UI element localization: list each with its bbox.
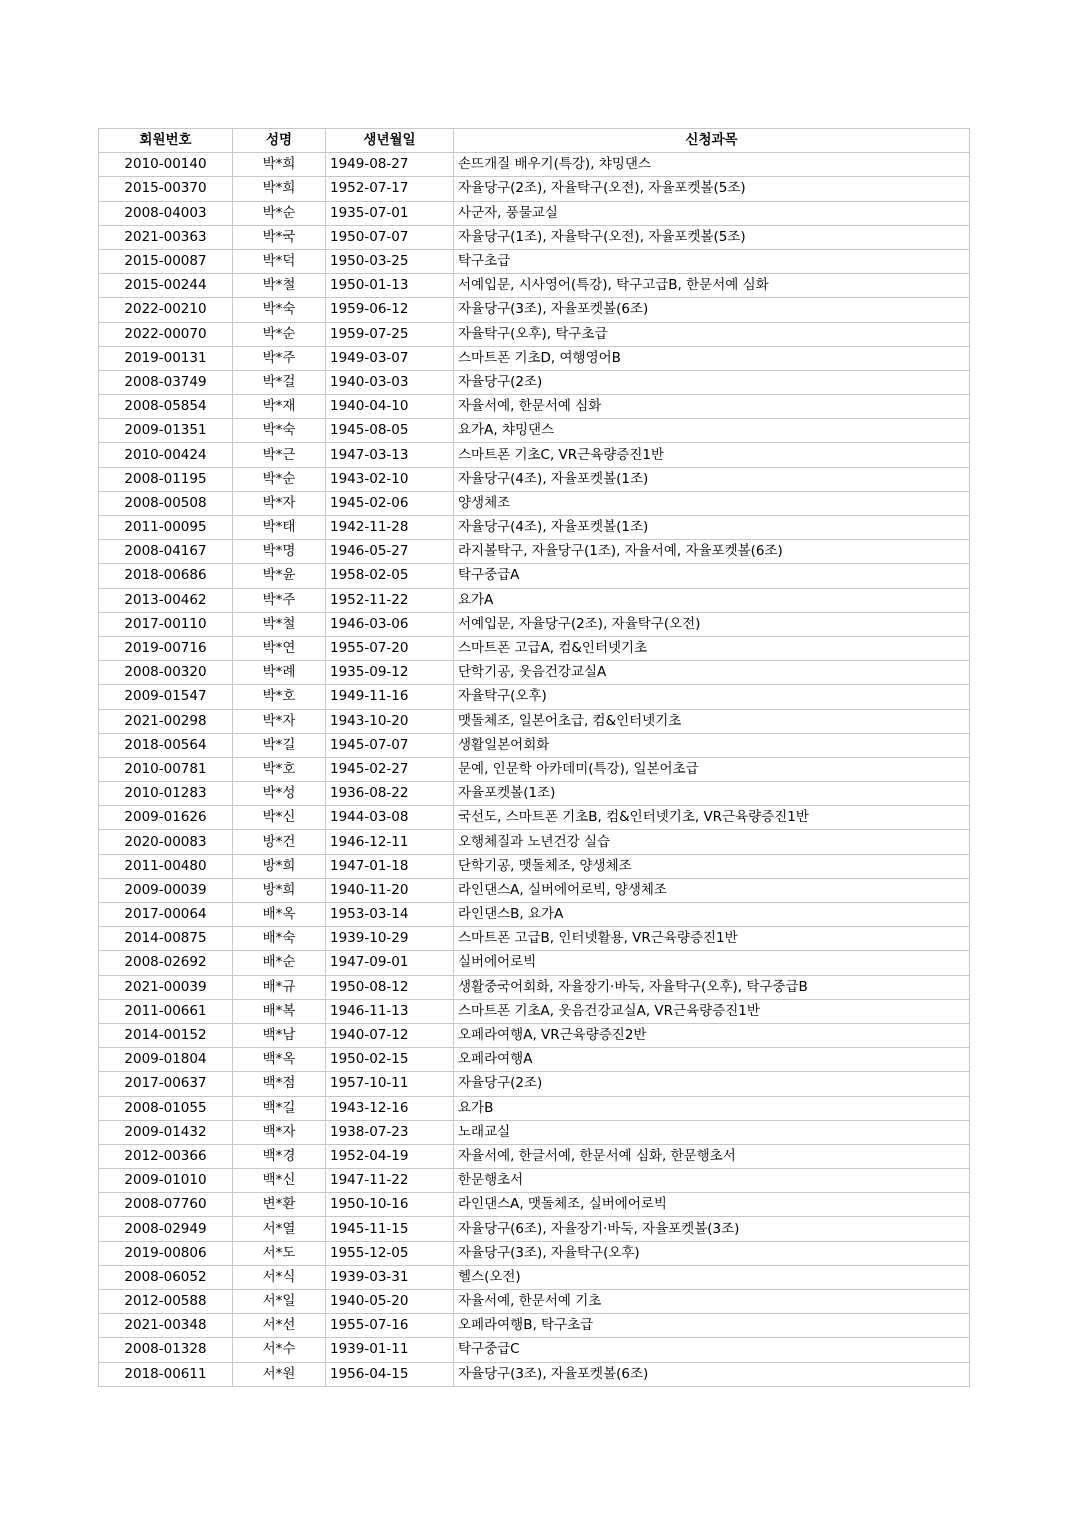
courses-cell: 생활중국어회화, 자율장기·바둑, 자율탁구(오후), 탁구중급B [454,975,970,999]
member-number-cell: 2022-00210 [99,298,233,322]
member-number-cell: 2008-05854 [99,395,233,419]
table-row [99,999,970,1023]
member-number-cell: 2014-00152 [99,1023,233,1047]
table-row [99,1338,970,1362]
birth-date-cell: 1946-03-06 [326,612,454,636]
member-name-cell: 박*호 [233,685,326,709]
member-number-cell: 2008-07760 [99,1193,233,1217]
birth-date-cell: 1946-12-11 [326,830,454,854]
member-number-cell: 2012-00366 [99,1144,233,1168]
table-row [99,612,970,636]
member-name-cell: 박*덕 [233,249,326,273]
member-name-cell: 박*재 [233,395,326,419]
table-row [99,685,970,709]
header-name: 성명 [233,129,326,153]
table-row [99,951,970,975]
member-number-cell: 2020-00083 [99,830,233,854]
table-row [99,854,970,878]
table-row [99,1193,970,1217]
birth-date-cell: 1950-02-15 [326,1048,454,1072]
member-name-cell: 방*희 [233,878,326,902]
member-number-cell: 2008-00508 [99,491,233,515]
birth-date-cell: 1949-11-16 [326,685,454,709]
header-birth-date: 생년월일 [326,129,454,153]
member-name-cell: 박*국 [233,225,326,249]
table-row [99,1072,970,1096]
birth-date-cell: 1943-10-20 [326,709,454,733]
birth-date-cell: 1949-03-07 [326,346,454,370]
member-number-cell: 2011-00480 [99,854,233,878]
table-row [99,1048,970,1072]
member-name-cell: 박*철 [233,274,326,298]
birth-date-cell: 1952-07-17 [326,177,454,201]
birth-date-cell: 1950-03-25 [326,249,454,273]
birth-date-cell: 1950-10-16 [326,1193,454,1217]
birth-date-cell: 1940-05-20 [326,1290,454,1314]
member-number-cell: 2017-00064 [99,903,233,927]
courses-cell: 자율당구(3조), 자율탁구(오후) [454,1241,970,1265]
member-number-cell: 2021-00348 [99,1314,233,1338]
table-row [99,1265,970,1289]
member-name-cell: 배*규 [233,975,326,999]
birth-date-cell: 1947-09-01 [326,951,454,975]
birth-date-cell: 1945-02-06 [326,491,454,515]
birth-date-cell: 1950-01-13 [326,274,454,298]
table-row [99,903,970,927]
table-row [99,564,970,588]
table-row [99,1096,970,1120]
courses-cell: 단학기공, 웃음건강교실A [454,661,970,685]
birth-date-cell: 1940-11-20 [326,878,454,902]
birth-date-cell: 1940-04-10 [326,395,454,419]
member-name-cell: 서*원 [233,1362,326,1386]
table-row [99,274,970,298]
courses-cell: 자율당구(6조), 자율장기·바둑, 자율포켓볼(3조) [454,1217,970,1241]
birth-date-cell: 1956-04-15 [326,1362,454,1386]
table-row [99,298,970,322]
member-name-cell: 박*순 [233,467,326,491]
courses-cell: 손뜨개질 배우기(특강), 챠밍댄스 [454,153,970,177]
member-name-cell: 방*건 [233,830,326,854]
member-name-cell: 박*순 [233,201,326,225]
table-row [99,878,970,902]
birth-date-cell: 1940-03-03 [326,370,454,394]
member-name-cell: 박*자 [233,491,326,515]
courses-cell: 라인댄스B, 요가A [454,903,970,927]
courses-cell: 서예입문, 시사영어(특강), 탁구고급B, 한문서예 심화 [454,274,970,298]
member-number-cell: 2009-01626 [99,806,233,830]
table-row [99,346,970,370]
birth-date-cell: 1946-11-13 [326,999,454,1023]
member-number-cell: 2021-00363 [99,225,233,249]
courses-cell: 스마트폰 기초C, VR근육량증진1반 [454,443,970,467]
table-row [99,201,970,225]
table-row [99,516,970,540]
member-number-cell: 2021-00298 [99,709,233,733]
courses-cell: 양생체조 [454,491,970,515]
member-number-cell: 2018-00686 [99,564,233,588]
member-name-cell: 박*숙 [233,298,326,322]
member-number-cell: 2011-00095 [99,516,233,540]
member-name-cell: 박*근 [233,443,326,467]
member-name-cell: 박*주 [233,346,326,370]
member-number-cell: 2022-00070 [99,322,233,346]
member-name-cell: 박*성 [233,782,326,806]
member-number-cell: 2008-02949 [99,1217,233,1241]
courses-cell: 자율당구(3조), 자율포켓볼(6조) [454,298,970,322]
courses-cell: 자율당구(4조), 자율포켓볼(1조) [454,516,970,540]
member-number-cell: 2019-00131 [99,346,233,370]
table-row [99,419,970,443]
member-number-cell: 2011-00661 [99,999,233,1023]
header-courses: 신청과목 [454,129,970,153]
member-number-cell: 2014-00875 [99,927,233,951]
table-row [99,153,970,177]
birth-date-cell: 1939-03-31 [326,1265,454,1289]
table-row [99,588,970,612]
table-row [99,830,970,854]
birth-date-cell: 1943-02-10 [326,467,454,491]
table-row [99,782,970,806]
table-row [99,1217,970,1241]
member-name-cell: 박*숙 [233,419,326,443]
table-row [99,806,970,830]
birth-date-cell: 1939-10-29 [326,927,454,951]
courses-cell: 자율당구(2조) [454,1072,970,1096]
courses-cell: 요가B [454,1096,970,1120]
table-row [99,249,970,273]
member-name-cell: 박*주 [233,588,326,612]
member-number-cell: 2008-01055 [99,1096,233,1120]
table-row [99,975,970,999]
birth-date-cell: 1953-03-14 [326,903,454,927]
birth-date-cell: 1955-12-05 [326,1241,454,1265]
table-row [99,1241,970,1265]
member-number-cell: 2017-00637 [99,1072,233,1096]
birth-date-cell: 1945-11-15 [326,1217,454,1241]
birth-date-cell: 1950-07-07 [326,225,454,249]
courses-cell: 헬스(오전) [454,1265,970,1289]
courses-cell: 자율탁구(오후) [454,685,970,709]
member-name-cell: 서*수 [233,1338,326,1362]
table-row [99,443,970,467]
courses-cell: 자율당구(1조), 자율탁구(오전), 자율포켓볼(5조) [454,225,970,249]
courses-cell: 탁구중급A [454,564,970,588]
birth-date-cell: 1952-04-19 [326,1144,454,1168]
courses-cell: 자율서예, 한문서예 심화 [454,395,970,419]
member-name-cell: 박*철 [233,612,326,636]
table-row [99,757,970,781]
birth-date-cell: 1936-08-22 [326,782,454,806]
table-row [99,467,970,491]
member-name-cell: 배*순 [233,951,326,975]
member-name-cell: 서*일 [233,1290,326,1314]
member-name-cell: 서*열 [233,1217,326,1241]
table-row [99,1120,970,1144]
member-number-cell: 2018-00564 [99,733,233,757]
member-name-cell: 서*선 [233,1314,326,1338]
birth-date-cell: 1945-02-27 [326,757,454,781]
member-name-cell: 백*남 [233,1023,326,1047]
member-number-cell: 2015-00370 [99,177,233,201]
courses-cell: 노래교실 [454,1120,970,1144]
courses-cell: 맷돌체조, 일본어초급, 컴&인터넷기초 [454,709,970,733]
member-number-cell: 2008-02692 [99,951,233,975]
member-number-cell: 2010-00424 [99,443,233,467]
member-name-cell: 방*희 [233,854,326,878]
table-header [99,129,970,153]
courses-cell: 오행체질과 노년건강 실습 [454,830,970,854]
birth-date-cell: 1946-05-27 [326,540,454,564]
birth-date-cell: 1935-07-01 [326,201,454,225]
birth-date-cell: 1938-07-23 [326,1120,454,1144]
member-number-cell: 2018-00611 [99,1362,233,1386]
member-number-cell: 2009-01351 [99,419,233,443]
member-course-table [98,128,970,1387]
table-row [99,491,970,515]
member-number-cell: 2010-01283 [99,782,233,806]
courses-cell: 자율탁구(오후), 탁구초급 [454,322,970,346]
birth-date-cell: 1945-08-05 [326,419,454,443]
member-name-cell: 백*경 [233,1144,326,1168]
courses-cell: 탁구초급 [454,249,970,273]
table-body [99,153,970,1387]
courses-cell: 단학기공, 맷돌체조, 양생체조 [454,854,970,878]
member-name-cell: 배*복 [233,999,326,1023]
member-name-cell: 서*식 [233,1265,326,1289]
member-number-cell: 2008-01195 [99,467,233,491]
courses-cell: 라인댄스A, 맷돌체조, 실버에어로빅 [454,1193,970,1217]
table-row [99,322,970,346]
birth-date-cell: 1958-02-05 [326,564,454,588]
birth-date-cell: 1940-07-12 [326,1023,454,1047]
table-row [99,1314,970,1338]
table-row [99,1144,970,1168]
birth-date-cell: 1945-07-07 [326,733,454,757]
header-member-number: 회원번호 [99,129,233,153]
courses-cell: 사군자, 풍물교실 [454,201,970,225]
member-name-cell: 박*희 [233,153,326,177]
table-row [99,1169,970,1193]
member-name-cell: 박*연 [233,636,326,660]
courses-cell: 오페라여행A [454,1048,970,1072]
table-row [99,395,970,419]
courses-cell: 실버에어로빅 [454,951,970,975]
member-number-cell: 2010-00781 [99,757,233,781]
member-number-cell: 2009-01010 [99,1169,233,1193]
member-name-cell: 백*길 [233,1096,326,1120]
table-row [99,177,970,201]
birth-date-cell: 1959-06-12 [326,298,454,322]
courses-cell: 생활일본어회화 [454,733,970,757]
courses-cell: 오페라여행B, 탁구초급 [454,1314,970,1338]
courses-cell: 오페라여행A, VR근육량증진2반 [454,1023,970,1047]
member-number-cell: 2008-04003 [99,201,233,225]
member-number-cell: 2009-00039 [99,878,233,902]
member-number-cell: 2008-00320 [99,661,233,685]
member-number-cell: 2008-06052 [99,1265,233,1289]
birth-date-cell: 1955-07-16 [326,1314,454,1338]
member-name-cell: 백*자 [233,1120,326,1144]
courses-cell: 라지볼탁구, 자율당구(1조), 자율서예, 자율포켓볼(6조) [454,540,970,564]
member-name-cell: 박*신 [233,806,326,830]
courses-cell: 자율당구(4조), 자율포켓볼(1조) [454,467,970,491]
member-name-cell: 박*례 [233,661,326,685]
member-number-cell: 2021-00039 [99,975,233,999]
member-number-cell: 2008-03749 [99,370,233,394]
courses-cell: 한문행초서 [454,1169,970,1193]
member-name-cell: 박*명 [233,540,326,564]
member-number-cell: 2019-00806 [99,1241,233,1265]
member-name-cell: 박*윤 [233,564,326,588]
table-row [99,370,970,394]
member-name-cell: 배*옥 [233,903,326,927]
member-name-cell: 박*걸 [233,370,326,394]
birth-date-cell: 1944-03-08 [326,806,454,830]
member-name-cell: 백*점 [233,1072,326,1096]
table-row [99,1362,970,1386]
birth-date-cell: 1947-03-13 [326,443,454,467]
birth-date-cell: 1935-09-12 [326,661,454,685]
member-name-cell: 박*자 [233,709,326,733]
courses-cell: 탁구중급C [454,1338,970,1362]
courses-cell: 스마트폰 고급B, 인터넷활용, VR근육량증진1반 [454,927,970,951]
member-number-cell: 2015-00244 [99,274,233,298]
birth-date-cell: 1950-08-12 [326,975,454,999]
courses-cell: 국선도, 스마트폰 기초B, 컴&인터넷기초, VR근육량증진1반 [454,806,970,830]
courses-cell: 자율서예, 한문서예 기초 [454,1290,970,1314]
member-number-cell: 2019-00716 [99,636,233,660]
courses-cell: 자율당구(2조) [454,370,970,394]
courses-cell: 요가A [454,588,970,612]
member-name-cell: 변*환 [233,1193,326,1217]
table-row [99,1290,970,1314]
table-row [99,709,970,733]
member-name-cell: 백*신 [233,1169,326,1193]
member-name-cell: 박*태 [233,516,326,540]
table-row [99,1023,970,1047]
member-number-cell: 2008-04167 [99,540,233,564]
member-name-cell: 박*순 [233,322,326,346]
birth-date-cell: 1943-12-16 [326,1096,454,1120]
courses-cell: 자율당구(2조), 자율탁구(오전), 자율포켓볼(5조) [454,177,970,201]
member-number-cell: 2009-01432 [99,1120,233,1144]
courses-cell: 자율서예, 한글서예, 한문서예 심화, 한문행초서 [454,1144,970,1168]
member-number-cell: 2008-01328 [99,1338,233,1362]
courses-cell: 라인댄스A, 실버에어로빅, 양생체조 [454,878,970,902]
birth-date-cell: 1959-07-25 [326,322,454,346]
member-name-cell: 서*도 [233,1241,326,1265]
member-name-cell: 배*숙 [233,927,326,951]
courses-cell: 스마트폰 기초A, 웃음건강교실A, VR근육량증진1반 [454,999,970,1023]
birth-date-cell: 1955-07-20 [326,636,454,660]
table-row [99,636,970,660]
birth-date-cell: 1947-11-22 [326,1169,454,1193]
member-name-cell: 박*호 [233,757,326,781]
courses-cell: 스마트폰 기초D, 여행영어B [454,346,970,370]
birth-date-cell: 1949-08-27 [326,153,454,177]
member-number-cell: 2009-01547 [99,685,233,709]
birth-date-cell: 1947-01-18 [326,854,454,878]
table-row [99,927,970,951]
member-name-cell: 박*길 [233,733,326,757]
member-number-cell: 2017-00110 [99,612,233,636]
member-number-cell: 2009-01804 [99,1048,233,1072]
table-row [99,540,970,564]
courses-cell: 자율당구(3조), 자율포켓볼(6조) [454,1362,970,1386]
header-row [99,129,970,153]
birth-date-cell: 1942-11-28 [326,516,454,540]
member-name-cell: 백*옥 [233,1048,326,1072]
table-row [99,733,970,757]
birth-date-cell: 1952-11-22 [326,588,454,612]
member-name-cell: 박*희 [233,177,326,201]
table-row [99,661,970,685]
table-row [99,225,970,249]
member-number-cell: 2010-00140 [99,153,233,177]
courses-cell: 문예, 인문학 아카데미(특강), 일본어초급 [454,757,970,781]
birth-date-cell: 1957-10-11 [326,1072,454,1096]
birth-date-cell: 1939-01-11 [326,1338,454,1362]
courses-cell: 요가A, 챠밍댄스 [454,419,970,443]
member-number-cell: 2012-00588 [99,1290,233,1314]
courses-cell: 서예입문, 자율당구(2조), 자율탁구(오전) [454,612,970,636]
member-number-cell: 2013-00462 [99,588,233,612]
member-number-cell: 2015-00087 [99,249,233,273]
courses-cell: 자율포켓볼(1조) [454,782,970,806]
courses-cell: 스마트폰 고급A, 컴&인터넷기초 [454,636,970,660]
